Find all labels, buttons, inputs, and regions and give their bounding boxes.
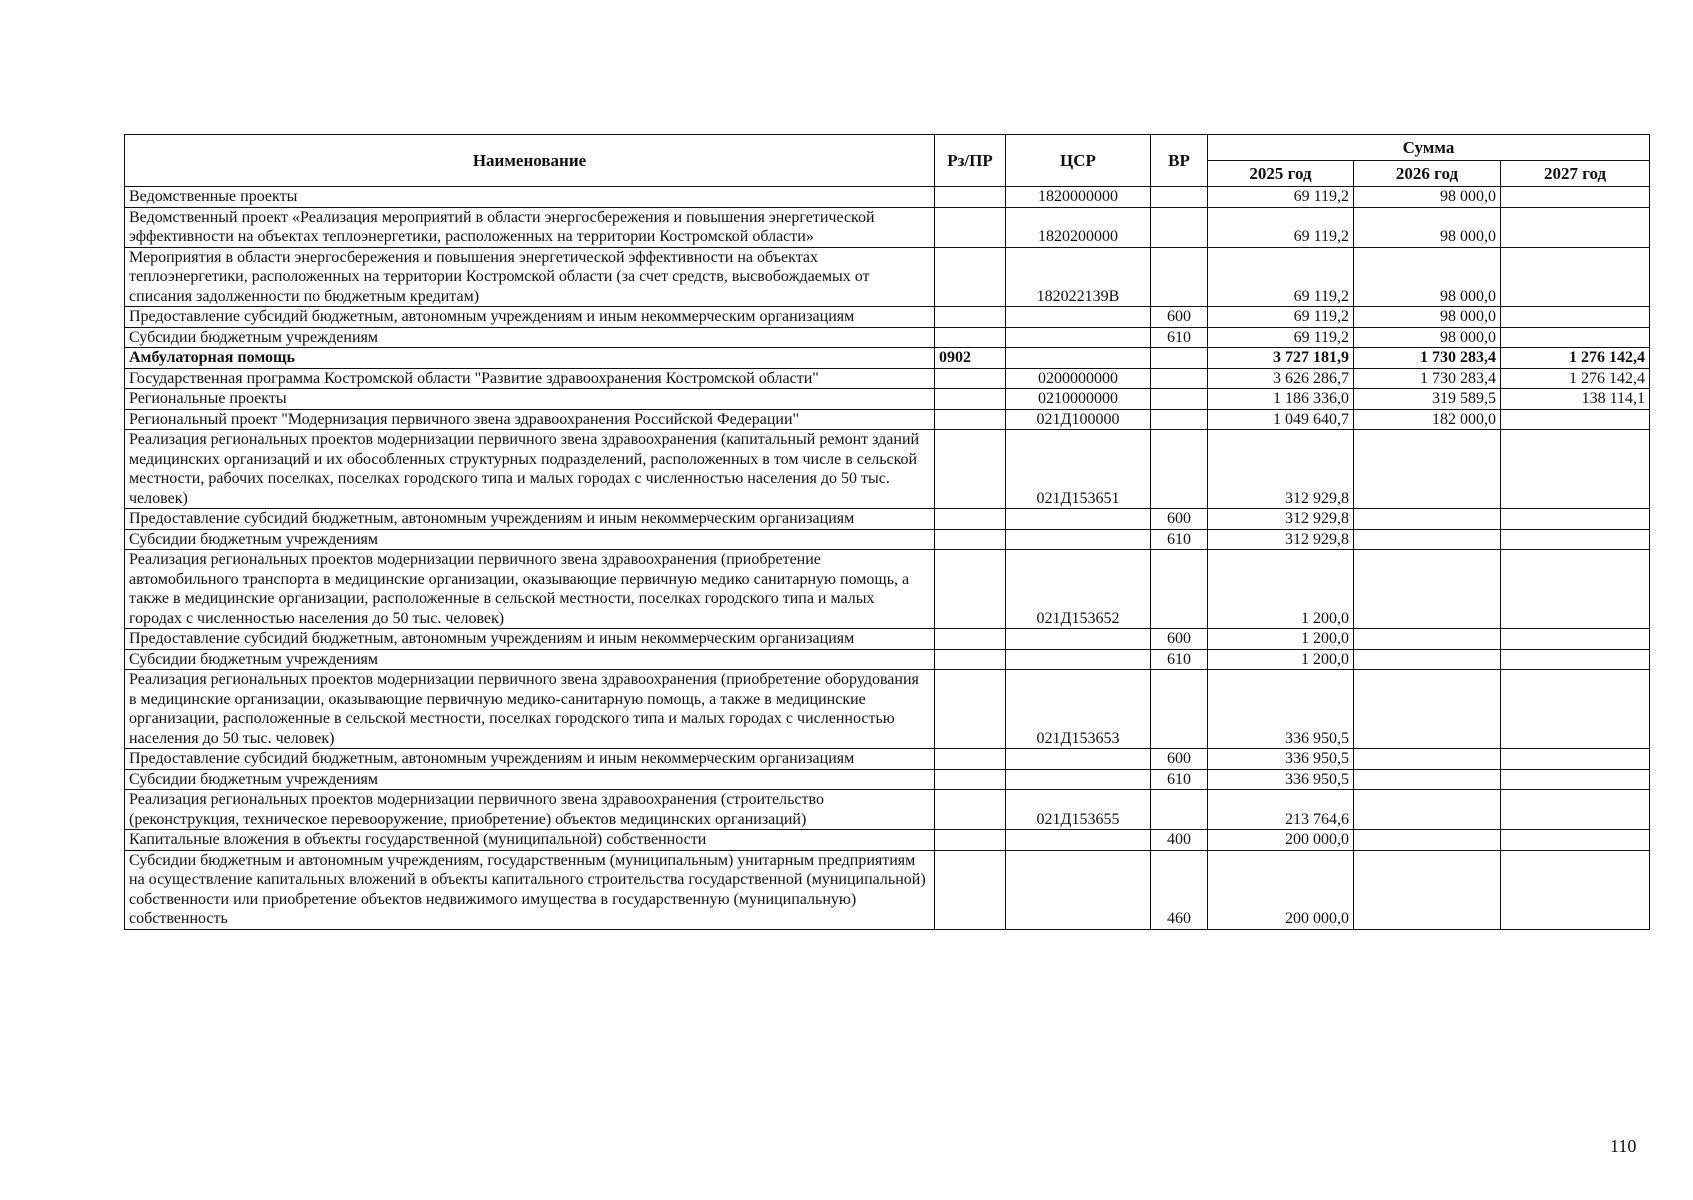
cell-csr: 1820000000 <box>1006 187 1151 208</box>
cell-sum-2026 <box>1354 670 1501 749</box>
header-year-2025: 2025 год <box>1208 161 1354 187</box>
cell-rz-pr <box>935 409 1006 430</box>
cell-sum-2026 <box>1354 550 1501 629</box>
budget-table <box>124 134 1650 930</box>
budget-sheet <box>124 134 1650 930</box>
cell-rz-pr <box>935 247 1006 307</box>
cell-sum-2027 <box>1501 529 1650 550</box>
header-rz-pr: Рз/ПР <box>935 135 1006 187</box>
cell-name: Предоставление субсидий бюджетным, автономным учреждениям и иным некоммерческим организациям <box>125 307 935 328</box>
cell-sum-2027 <box>1501 790 1650 830</box>
cell-vr <box>1151 430 1208 509</box>
cell-sum-2027 <box>1501 327 1650 348</box>
cell-vr: 600 <box>1151 307 1208 328</box>
table-row <box>125 327 1650 348</box>
cell-csr <box>1006 307 1151 328</box>
cell-sum-2027 <box>1501 187 1650 208</box>
cell-sum-2026 <box>1354 629 1501 650</box>
cell-sum-2025: 312 929,8 <box>1208 430 1354 509</box>
cell-rz-pr <box>935 670 1006 749</box>
cell-csr <box>1006 850 1151 929</box>
cell-name: Субсидии бюджетным учреждениям <box>125 529 935 550</box>
table-row <box>125 550 1650 629</box>
cell-sum-2027 <box>1501 207 1650 247</box>
table-row <box>125 749 1650 770</box>
cell-sum-2026 <box>1354 430 1501 509</box>
cell-sum-2027 <box>1501 509 1650 530</box>
cell-sum-2026: 98 000,0 <box>1354 187 1501 208</box>
cell-rz-pr <box>935 368 1006 389</box>
cell-rz-pr <box>935 629 1006 650</box>
cell-csr <box>1006 749 1151 770</box>
cell-name: Предоставление субсидий бюджетным, автономным учреждениям и иным некоммерческим организациям <box>125 629 935 650</box>
table-row <box>125 830 1650 851</box>
cell-rz-pr <box>935 187 1006 208</box>
cell-name: Региональный проект "Модернизация первичного звена здравоохранения Российской Федерации" <box>125 409 935 430</box>
cell-sum-2025: 69 119,2 <box>1208 247 1354 307</box>
cell-vr <box>1151 207 1208 247</box>
cell-rz-pr <box>935 307 1006 328</box>
cell-csr: 182022139В <box>1006 247 1151 307</box>
cell-vr <box>1151 187 1208 208</box>
cell-vr: 610 <box>1151 529 1208 550</box>
cell-sum-2026: 98 000,0 <box>1354 327 1501 348</box>
cell-rz-pr <box>935 509 1006 530</box>
cell-name: Реализация региональных проектов модернизации первичного звена здравоохранения (приобретение автомобильного транспорта в медицинские организации, оказывающие первичную медико санитарную помощь, а также в медицинские организации, расположенные в сельской местности, поселках городского типа и малых городах с численностью населения до 50 тыс. человек) <box>125 550 935 629</box>
table-row <box>125 850 1650 929</box>
cell-name: Амбулаторная помощь <box>125 348 935 369</box>
cell-sum-2025: 200 000,0 <box>1208 830 1354 851</box>
cell-sum-2026 <box>1354 769 1501 790</box>
cell-name: Субсидии бюджетным учреждениям <box>125 327 935 348</box>
cell-sum-2025: 3 727 181,9 <box>1208 348 1354 369</box>
header-vr: ВР <box>1151 135 1208 187</box>
cell-csr <box>1006 327 1151 348</box>
cell-rz-pr: 0902 <box>935 348 1006 369</box>
table-row <box>125 207 1650 247</box>
table-row <box>125 670 1650 749</box>
cell-sum-2025: 69 119,2 <box>1208 327 1354 348</box>
cell-sum-2026: 319 589,5 <box>1354 389 1501 410</box>
cell-sum-2025: 1 186 336,0 <box>1208 389 1354 410</box>
cell-sum-2025: 1 200,0 <box>1208 550 1354 629</box>
cell-vr <box>1151 389 1208 410</box>
cell-sum-2027 <box>1501 830 1650 851</box>
cell-sum-2027 <box>1501 649 1650 670</box>
cell-sum-2027: 1 276 142,4 <box>1501 368 1650 389</box>
cell-rz-pr <box>935 529 1006 550</box>
table-row <box>125 790 1650 830</box>
cell-rz-pr <box>935 207 1006 247</box>
cell-sum-2026: 98 000,0 <box>1354 207 1501 247</box>
cell-rz-pr <box>935 550 1006 629</box>
cell-sum-2025: 213 764,6 <box>1208 790 1354 830</box>
cell-sum-2027 <box>1501 769 1650 790</box>
cell-sum-2025: 336 950,5 <box>1208 670 1354 749</box>
cell-sum-2025: 3 626 286,7 <box>1208 368 1354 389</box>
cell-csr: 0210000000 <box>1006 389 1151 410</box>
cell-vr <box>1151 348 1208 369</box>
cell-csr <box>1006 348 1151 369</box>
cell-name: Ведомственные проекты <box>125 187 935 208</box>
cell-csr: 021Д100000 <box>1006 409 1151 430</box>
table-row <box>125 509 1650 530</box>
cell-vr: 610 <box>1151 649 1208 670</box>
table-row <box>125 389 1650 410</box>
cell-vr: 600 <box>1151 749 1208 770</box>
cell-sum-2025: 336 950,5 <box>1208 769 1354 790</box>
cell-sum-2027 <box>1501 670 1650 749</box>
cell-vr <box>1151 368 1208 389</box>
cell-csr <box>1006 629 1151 650</box>
cell-vr <box>1151 550 1208 629</box>
cell-csr: 021Д153652 <box>1006 550 1151 629</box>
cell-csr: 1820200000 <box>1006 207 1151 247</box>
cell-name: Предоставление субсидий бюджетным, автономным учреждениям и иным некоммерческим организациям <box>125 749 935 770</box>
cell-name: Предоставление субсидий бюджетным, автономным учреждениям и иным некоммерческим организациям <box>125 509 935 530</box>
cell-vr: 610 <box>1151 327 1208 348</box>
cell-rz-pr <box>935 327 1006 348</box>
cell-sum-2026 <box>1354 509 1501 530</box>
cell-sum-2025: 200 000,0 <box>1208 850 1354 929</box>
cell-sum-2025: 1 049 640,7 <box>1208 409 1354 430</box>
cell-sum-2027 <box>1501 430 1650 509</box>
cell-csr: 0200000000 <box>1006 368 1151 389</box>
cell-sum-2027: 138 114,1 <box>1501 389 1650 410</box>
cell-sum-2026: 182 000,0 <box>1354 409 1501 430</box>
table-row <box>125 348 1650 369</box>
cell-name: Реализация региональных проектов модернизации первичного звена здравоохранения (строительство (реконструкция, техническое перевооружение, приобретение) объектов медицинских организаций) <box>125 790 935 830</box>
cell-name: Реализация региональных проектов модернизации первичного звена здравоохранения (приобретение оборудования в медицинские организации, оказывающие первичную медико-санитарную помощь, а также в медицинские организации, расположенные в сельской местности, поселках городского типа и малых городах с численностью населения до 50 тыс. человек) <box>125 670 935 749</box>
cell-sum-2025: 69 119,2 <box>1208 187 1354 208</box>
header-year-2027: 2027 год <box>1501 161 1650 187</box>
table-row <box>125 629 1650 650</box>
cell-sum-2026 <box>1354 850 1501 929</box>
cell-csr: 021Д153653 <box>1006 670 1151 749</box>
cell-sum-2027 <box>1501 749 1650 770</box>
cell-sum-2027 <box>1501 550 1650 629</box>
table-body <box>125 187 1650 930</box>
header-name: Наименование <box>125 135 935 187</box>
cell-sum-2026: 98 000,0 <box>1354 307 1501 328</box>
cell-rz-pr <box>935 769 1006 790</box>
cell-rz-pr <box>935 389 1006 410</box>
cell-sum-2027 <box>1501 247 1650 307</box>
cell-csr <box>1006 509 1151 530</box>
cell-vr: 610 <box>1151 769 1208 790</box>
cell-vr <box>1151 409 1208 430</box>
table-row <box>125 529 1650 550</box>
cell-name: Реализация региональных проектов модернизации первичного звена здравоохранения (капитальный ремонт зданий медицинских организаций и их обособленных структурных подразделений, расположенных в том числе в сельской местности, рабочих поселках, поселках городского типа и малых городах с численностью населения до 50 тыс. человек) <box>125 430 935 509</box>
page-number: 110 <box>1610 1136 1637 1156</box>
cell-sum-2025: 1 200,0 <box>1208 629 1354 650</box>
cell-sum-2025: 69 119,2 <box>1208 307 1354 328</box>
table-row <box>125 187 1650 208</box>
cell-sum-2026 <box>1354 790 1501 830</box>
table-row <box>125 247 1650 307</box>
cell-rz-pr <box>935 830 1006 851</box>
cell-csr: 021Д153651 <box>1006 430 1151 509</box>
header-year-2026: 2026 год <box>1354 161 1501 187</box>
cell-rz-pr <box>935 790 1006 830</box>
cell-sum-2027 <box>1501 307 1650 328</box>
cell-rz-pr <box>935 430 1006 509</box>
cell-rz-pr <box>935 649 1006 670</box>
cell-sum-2025: 1 200,0 <box>1208 649 1354 670</box>
table-row <box>125 307 1650 328</box>
table-row <box>125 430 1650 509</box>
cell-name: Субсидии бюджетным учреждениям <box>125 769 935 790</box>
cell-rz-pr <box>935 749 1006 770</box>
cell-vr <box>1151 790 1208 830</box>
cell-name: Мероприятия в области энергосбережения и повышения энергетической эффективности на объектах теплоэнергетики, расположенных на территории Костромской области (за счет средств, высвобождаемых от списания задолженности по бюджетным кредитам) <box>125 247 935 307</box>
cell-vr: 400 <box>1151 830 1208 851</box>
cell-sum-2026: 98 000,0 <box>1354 247 1501 307</box>
cell-sum-2025: 312 929,8 <box>1208 529 1354 550</box>
cell-vr <box>1151 247 1208 307</box>
cell-name: Региональные проекты <box>125 389 935 410</box>
cell-csr <box>1006 529 1151 550</box>
cell-csr <box>1006 649 1151 670</box>
cell-name: Ведомственный проект «Реализация мероприятий в области энергосбережения и повышения энергетической эффективности на объектах теплоэнергетики, расположенных на территории Костромской области» <box>125 207 935 247</box>
cell-rz-pr <box>935 850 1006 929</box>
cell-csr <box>1006 769 1151 790</box>
header-csr: ЦСР <box>1006 135 1151 187</box>
cell-sum-2027 <box>1501 850 1650 929</box>
cell-sum-2026 <box>1354 649 1501 670</box>
table-row <box>125 368 1650 389</box>
cell-sum-2025: 336 950,5 <box>1208 749 1354 770</box>
cell-sum-2025: 69 119,2 <box>1208 207 1354 247</box>
cell-sum-2026 <box>1354 529 1501 550</box>
table-header <box>125 135 1650 187</box>
cell-sum-2025: 312 929,8 <box>1208 509 1354 530</box>
cell-csr <box>1006 830 1151 851</box>
table-row <box>125 409 1650 430</box>
cell-sum-2026: 1 730 283,4 <box>1354 348 1501 369</box>
cell-sum-2027: 1 276 142,4 <box>1501 348 1650 369</box>
cell-vr: 460 <box>1151 850 1208 929</box>
cell-vr: 600 <box>1151 509 1208 530</box>
cell-sum-2026: 1 730 283,4 <box>1354 368 1501 389</box>
cell-sum-2027 <box>1501 409 1650 430</box>
table-row <box>125 769 1650 790</box>
cell-name: Субсидии бюджетным и автономным учреждениям, государственным (муниципальным) унитарным предприятиям на осуществление капитальных вложений в объекты капитального строительства государственной (муниципальной) собственности или приобретение объектов недвижимого имущества в государственную (муниципальную) собственность <box>125 850 935 929</box>
header-sum: Сумма <box>1208 135 1650 161</box>
cell-vr: 600 <box>1151 629 1208 650</box>
cell-name: Капитальные вложения в объекты государственной (муниципальной) собственности <box>125 830 935 851</box>
cell-sum-2026 <box>1354 830 1501 851</box>
cell-sum-2026 <box>1354 749 1501 770</box>
cell-name: Субсидии бюджетным учреждениям <box>125 649 935 670</box>
cell-vr <box>1151 670 1208 749</box>
table-row <box>125 649 1650 670</box>
cell-name: Государственная программа Костромской области "Развитие здравоохранения Костромской области" <box>125 368 935 389</box>
cell-sum-2027 <box>1501 629 1650 650</box>
cell-csr: 021Д153655 <box>1006 790 1151 830</box>
